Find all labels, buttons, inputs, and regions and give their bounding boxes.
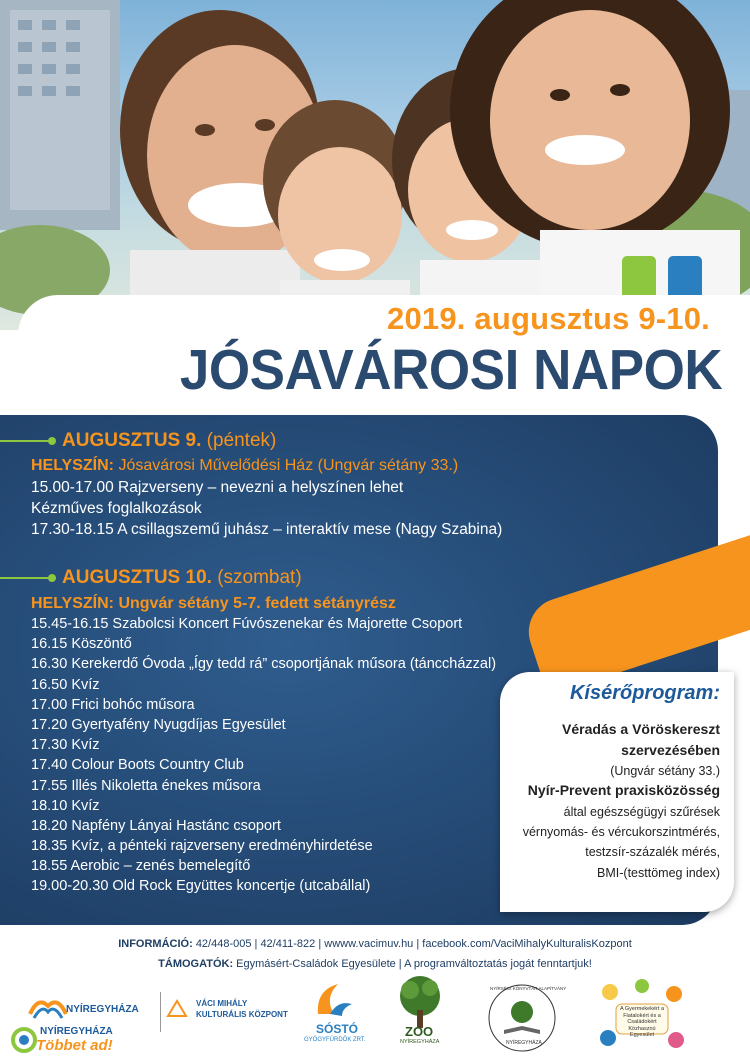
program-item: 17.00 Frici bohóc műsora <box>31 696 195 713</box>
gyermekekert-text: A Gyermekekért a Fiatalokért és a Családokért Közhasznú Egyesület <box>619 1006 665 1038</box>
side-program-title: Kísérőprogram: <box>569 682 720 704</box>
program-item: 17.20 Gyertyafény Nyugdíjas Egyesület <box>31 716 286 733</box>
day1-rule <box>0 440 50 442</box>
day2-weekday: (szombat) <box>217 567 302 588</box>
sosto-logo <box>296 980 371 1050</box>
sosto-text: SÓSTÓ <box>316 1022 359 1036</box>
program-item: Kézműves foglalkozások <box>31 500 202 517</box>
konyvtar-text: NYÍRSÉGI KÖNYVTÁR ALAPÍTVÁNY <box>490 986 567 991</box>
green-square <box>622 256 656 296</box>
day2-heading <box>0 566 302 590</box>
program-item: 18.10 Kvíz <box>31 797 100 814</box>
day1-bullet <box>48 437 56 445</box>
sponsors-label: TÁMOGATÓK: <box>158 958 234 970</box>
vaci-mihaly-emblem-icon <box>166 998 188 1020</box>
sponsors-line <box>0 958 750 970</box>
family-photo <box>0 0 750 330</box>
tobbet-ad-slogan: Többet ad! <box>36 1037 113 1054</box>
nyiregyhaza-text: NYÍREGYHÁZA <box>66 1004 139 1015</box>
day2-venue <box>31 595 396 613</box>
side-program-line: BMI-(testtömeg index) <box>597 866 720 880</box>
day1-title <box>62 430 276 452</box>
nyiregyhaza-emblem-icon <box>28 994 68 1020</box>
day2-program-list <box>31 614 496 897</box>
konyvtar-subtitle: NYÍREGYHÁZA <box>506 1040 542 1046</box>
side-program-line: Véradás a Vöröskereszt <box>562 721 720 737</box>
side-program-line: Nyír-Prevent praxisközösség <box>527 782 720 798</box>
side-program-line: (Ungvár sétány 33.) <box>610 764 720 778</box>
side-program-line: által egészségügyi szűrések <box>563 805 720 819</box>
program-item: 16.50 Kvíz <box>31 676 100 693</box>
konyvtar-alapitvany-logo <box>486 982 567 1054</box>
day2-date: AUGUSZTUS 10. <box>62 567 212 588</box>
zoo-logo <box>396 976 444 1048</box>
day1-heading <box>0 429 276 453</box>
side-program-line: testzsír-százalék mérés, <box>585 845 720 859</box>
program-item: 16.15 Köszöntő <box>31 636 132 653</box>
day1-program-list <box>31 477 502 540</box>
vaci-mihaly-text: VÁCI MIHÁLY <box>196 999 248 1008</box>
program-item: 18.55 Aerobic – zenés bemelegítő <box>31 858 251 875</box>
vaci-mihaly-logo <box>160 990 290 1035</box>
nyiregyhaza-text-2: NYÍREGYHÁZA <box>40 1026 113 1037</box>
day2-bullet <box>48 574 56 582</box>
program-item: 18.35 Kvíz, a pénteki rajzverseny eredményhirdetése <box>31 838 373 855</box>
kulturalis-kozpont-text: KULTURÁLIS KÖZPONT <box>196 1010 288 1019</box>
program-item: 15.45-16.15 Szabolcsi Koncert Fúvószenekar és Majorette Csoport <box>31 616 463 632</box>
nyiregyhaza-logo <box>8 990 143 1060</box>
day1-venue <box>31 457 458 475</box>
program-item: 17.30 Kvíz <box>31 737 100 754</box>
program-item: 16.30 Kerekerdő Óvoda „Így tedd rá” csoportjának műsora (tánccházzal) <box>31 656 497 673</box>
side-program-box <box>500 672 734 912</box>
sponsors-text: Egymásért-Családok Egyesülete | A programváltoztatás jogát fenntartjuk! <box>236 958 592 970</box>
day1-venue-text: Jósavárosi Művelődési Ház (Ungvár sétány 33.) <box>118 457 459 474</box>
gyermekekert-egyesulet-logo <box>596 978 688 1056</box>
day2-title <box>62 567 302 589</box>
program-item: 18.20 Napfény Lányai Hastánc csoport <box>31 817 281 834</box>
side-program-line: szervezésében <box>621 742 720 758</box>
blue-square <box>668 256 702 296</box>
day2-rule <box>0 577 50 579</box>
zoo-subtitle: NYÍREGYHÁZA <box>400 1039 440 1045</box>
sosto-subtitle: GYÓGYFÜRDŐK ZRT. <box>304 1037 366 1043</box>
day1-date: AUGUSZTUS 9. <box>62 430 202 451</box>
side-program-line: vérnyomás- és vércukorszintmérés, <box>522 825 720 839</box>
program-item: 17.40 Colour Boots Country Club <box>31 757 244 774</box>
logo-divider <box>160 992 161 1032</box>
zoo-text: ZOO <box>405 1024 434 1039</box>
zoo-tree-icon <box>396 976 444 1028</box>
day2-venue-text: Ungvár sétány 5-7. fedett sétányrész <box>118 595 396 612</box>
info-text: 42/448-005 | 42/411-822 | wwww.vacimuv.hu | facebook.com/VaciMihalyKulturalisKozpont <box>195 938 632 950</box>
program-item: 19.00-20.30 Old Rock Együttes koncertje (utcabállal) <box>31 878 371 895</box>
program-item: 17.55 Illés Nikoletta énekes műsora <box>31 777 261 794</box>
event-title: JÓSAVÁROSI NAPOK <box>179 338 722 402</box>
contact-info <box>0 938 750 950</box>
sosto-emblem-icon <box>308 980 358 1020</box>
day1-weekday: (péntek) <box>206 430 277 451</box>
day2-venue-label: HELYSZÍN: <box>31 595 114 612</box>
event-date: 2019. augusztus 9-10. <box>387 301 710 336</box>
program-item: 17.30-18.15 A csillagszemű juhász – interaktív mese (Nagy Szabina) <box>31 521 503 538</box>
program-item: 15.00-17.00 Rajzverseny – nevezni a helyszínen lehet <box>31 479 404 496</box>
tobbet-ad-emblem-icon <box>10 1026 38 1054</box>
info-label: INFORMÁCIÓ: <box>118 938 193 950</box>
day1-venue-label: HELYSZÍN: <box>31 457 114 474</box>
